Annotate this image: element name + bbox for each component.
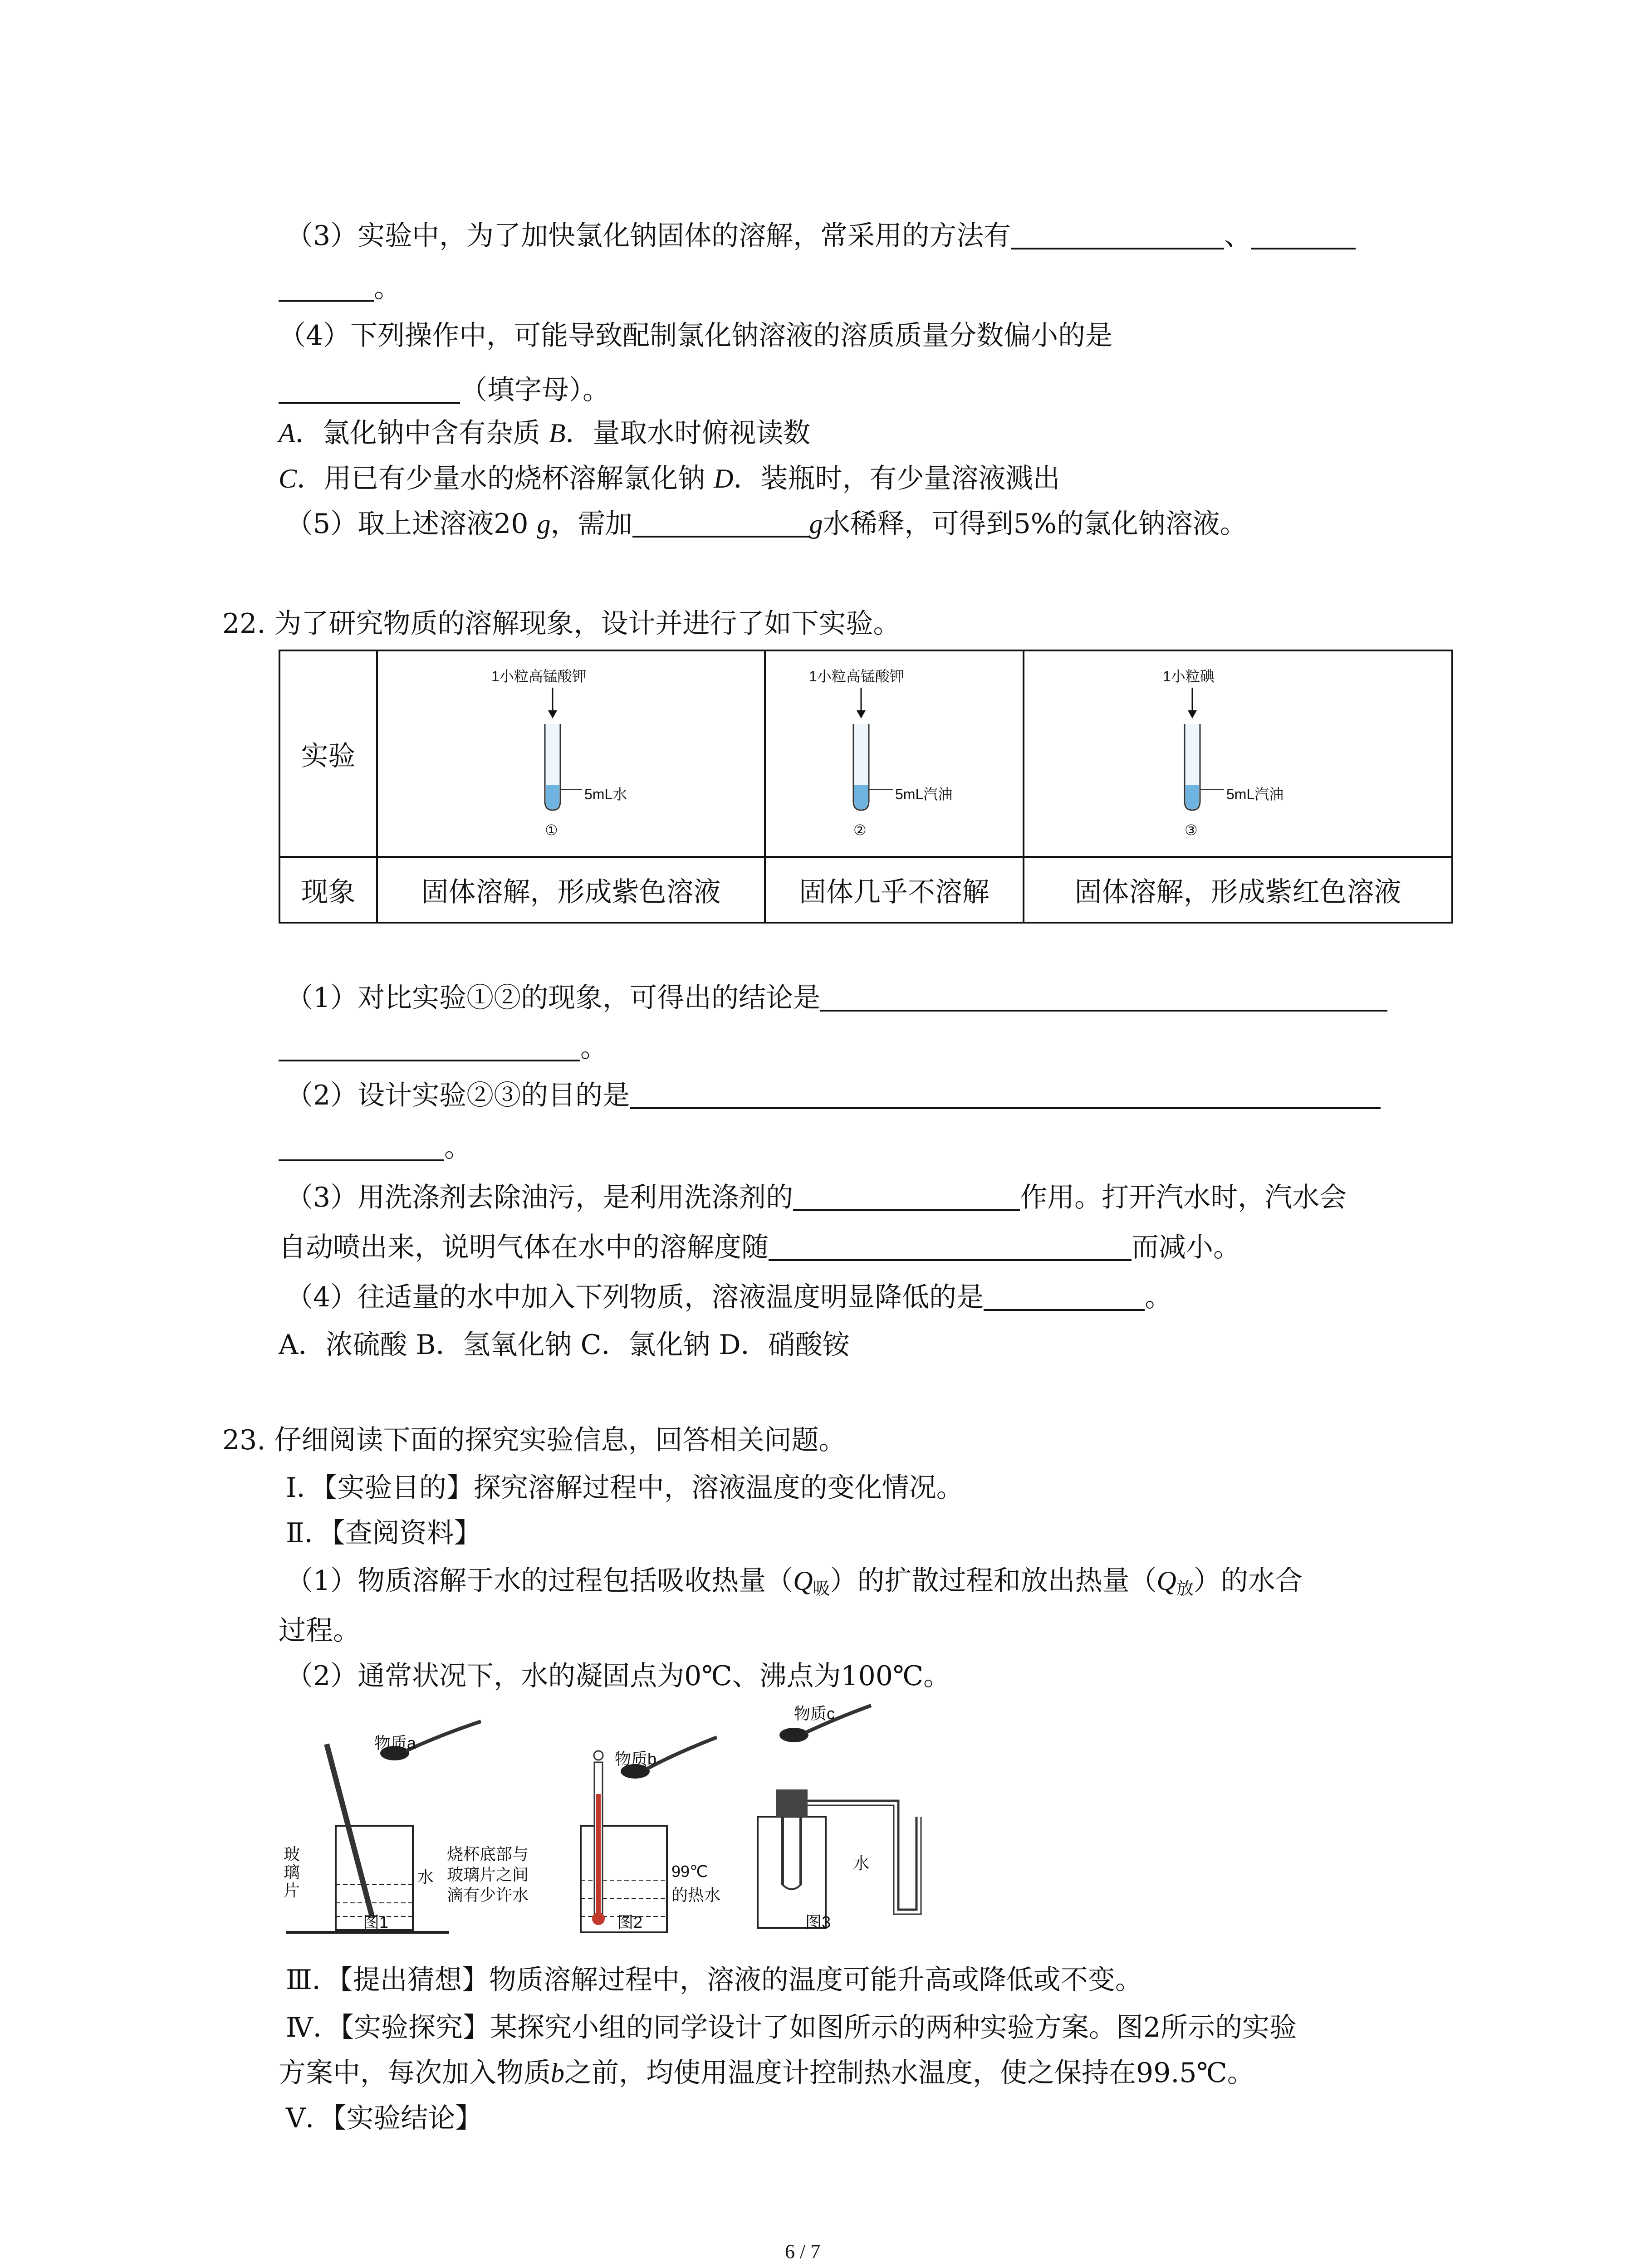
tube-2-cell — [765, 650, 1024, 857]
blank — [279, 276, 374, 302]
q23-stem: 23. 仔细阅读下面的探究实验信息，回答相关问题。 — [222, 1424, 846, 1456]
blank — [984, 1286, 1145, 1311]
row-header-experiment: 实验 — [279, 650, 377, 857]
test-tube-2-icon — [766, 651, 1022, 855]
hot-water-label-1: 99℃ — [671, 1862, 708, 1881]
q21-part4-cont: （填字母）。 — [279, 376, 610, 404]
q22-part1-cont: 。 — [279, 1034, 607, 1061]
blank — [769, 1236, 1132, 1261]
note-line-1: 烧杯底部与 — [447, 1845, 529, 1863]
glass-plate-label-2: 璃 — [284, 1863, 300, 1882]
test-tube-3-icon — [1024, 651, 1451, 855]
observation-3: 固体溶解，形成紫红色溶液 — [1024, 857, 1452, 923]
q22-part2-cont: 。 — [279, 1134, 471, 1161]
tube-2-reagent: 1小粒高锰酸钾 — [809, 668, 904, 684]
substance-b-label: 物质b — [615, 1750, 657, 1768]
row-header-observation: 现象 — [279, 857, 377, 923]
figure-3-flask-icon — [758, 1706, 921, 1928]
water-label-1: 水 — [417, 1867, 434, 1886]
glass-plate-label-3: 片 — [284, 1881, 300, 1900]
water-label-3: 水 — [853, 1854, 870, 1872]
q23-section-1: Ⅰ．【实验目的】探究溶解过程中，溶液温度的变化情况。 — [286, 1472, 964, 1504]
tube-1-reagent: 1小粒高锰酸钾 — [491, 668, 587, 684]
tube-3-liquid: 5mL汽油 — [1226, 786, 1284, 802]
tube-2-liquid: 5mL汽油 — [895, 786, 953, 802]
blank — [632, 512, 809, 538]
blank — [279, 378, 460, 404]
q23-section-2: Ⅱ．【查阅资料】 — [286, 1517, 481, 1549]
q22-part1: （1）对比实验①②的现象，可得出的结论是 — [286, 984, 1387, 1012]
q22-part2: （2）设计实验②③的目的是 — [286, 1082, 1381, 1109]
test-tube-1-icon — [378, 651, 764, 855]
q22-options: A．浓硫酸 B．氢氧化钠 C．氯化钠 D．硝酸铵 — [279, 1329, 850, 1361]
experiment-table — [279, 650, 1453, 924]
hot-water-label-2: 的热水 — [671, 1886, 721, 1904]
q23-reference-2: （2）通常状况下，水的凝固点为0℃、沸点为100℃。 — [286, 1660, 951, 1692]
tube-3-cell — [1024, 650, 1452, 857]
q22-part3: （3）用洗涤剂去除油污，是利用洗涤剂的 作用。打开汽水时，汽水会 — [286, 1182, 1347, 1213]
q23-section-4-cont: 方案中，每次加入物质b之前，均使用温度计控制热水温度，使之保持在99.5℃。 — [279, 2057, 1254, 2089]
note-line-2: 玻璃片之间 — [447, 1865, 529, 1884]
blank — [1251, 224, 1356, 249]
q21-part3: （3）实验中，为了加快氯化钠固体的溶解，常采用的方法有 、 — [286, 222, 1356, 249]
q23-reference-1-cont: 过程。 — [279, 1615, 360, 1647]
blank — [279, 1136, 444, 1161]
tube-1-liquid: 5mL水 — [584, 786, 627, 802]
q21-options-cd: C．用已有少量水的烧杯溶解氯化钠 D．装瓶时，有少量溶液溅出 — [279, 463, 1060, 494]
page-number: 6 / 7 — [785, 2240, 821, 2263]
blank — [279, 1036, 580, 1061]
blank — [630, 1084, 1381, 1109]
figure-1-caption: 图1 — [363, 1913, 389, 1931]
q22-part4: （4）往适量的水中加入下列物质，溶液温度明显降低的是 。 — [286, 1281, 1172, 1313]
tube-3-number: ③ — [1185, 822, 1198, 838]
tube-2-number: ② — [853, 822, 867, 838]
q23-reference-1: （1）物质溶解于水的过程包括吸收热量$(Q_吸)$的扩散过程和放出热量$(Q_放)$的水合 — [286, 1565, 1303, 1598]
substance-a-label: 物质a — [374, 1734, 416, 1752]
q21-part5: （5）取上述溶液20 g，需加 g水稀释，可得到5%的氯化钠溶液。 — [286, 508, 1247, 540]
q21-part3-cont: 。 — [279, 274, 401, 302]
blank — [793, 1186, 1020, 1211]
tube-1-cell — [377, 650, 765, 857]
tube-3-reagent: 1小粒碘 — [1163, 668, 1215, 684]
substance-c-label: 物质c — [794, 1704, 835, 1723]
observation-2: 固体几乎不溶解 — [765, 857, 1024, 923]
tube-1-number: ① — [545, 822, 558, 838]
q23-section-4: Ⅳ．【实验探究】某探究小组的同学设计了如图所示的两种实验方案。图2所示的实验 — [286, 2012, 1297, 2043]
figure-3-caption: 图3 — [805, 1913, 831, 1931]
glass-plate-label-1: 玻 — [284, 1845, 300, 1863]
q21-options-ab: A．氯化钠中含有杂质 B．量取水时俯视读数 — [279, 417, 811, 449]
figure-2-caption: 图2 — [617, 1913, 643, 1931]
q21-part4: （4）下列操作中，可能导致配制氯化钠溶液的溶质质量分数偏小的是 — [279, 320, 1113, 352]
q23-section-5: Ⅴ．【实验结论】 — [286, 2102, 483, 2134]
blank — [820, 986, 1387, 1012]
q22-stem: 22. 为了研究物质的溶解现象，设计并进行了如下实验。 — [222, 608, 901, 640]
observation-1: 固体溶解，形成紫色溶液 — [377, 857, 765, 923]
note-line-3: 滴有少许水 — [447, 1886, 529, 1904]
blank — [1011, 224, 1224, 249]
q22-part3-cont: 自动喷出来，说明气体在水中的溶解度随 而减小。 — [279, 1232, 1240, 1263]
q23-section-3: Ⅲ．【提出猜想】物质溶解过程中，溶液的温度可能升高或降低或不变。 — [286, 1964, 1142, 1996]
